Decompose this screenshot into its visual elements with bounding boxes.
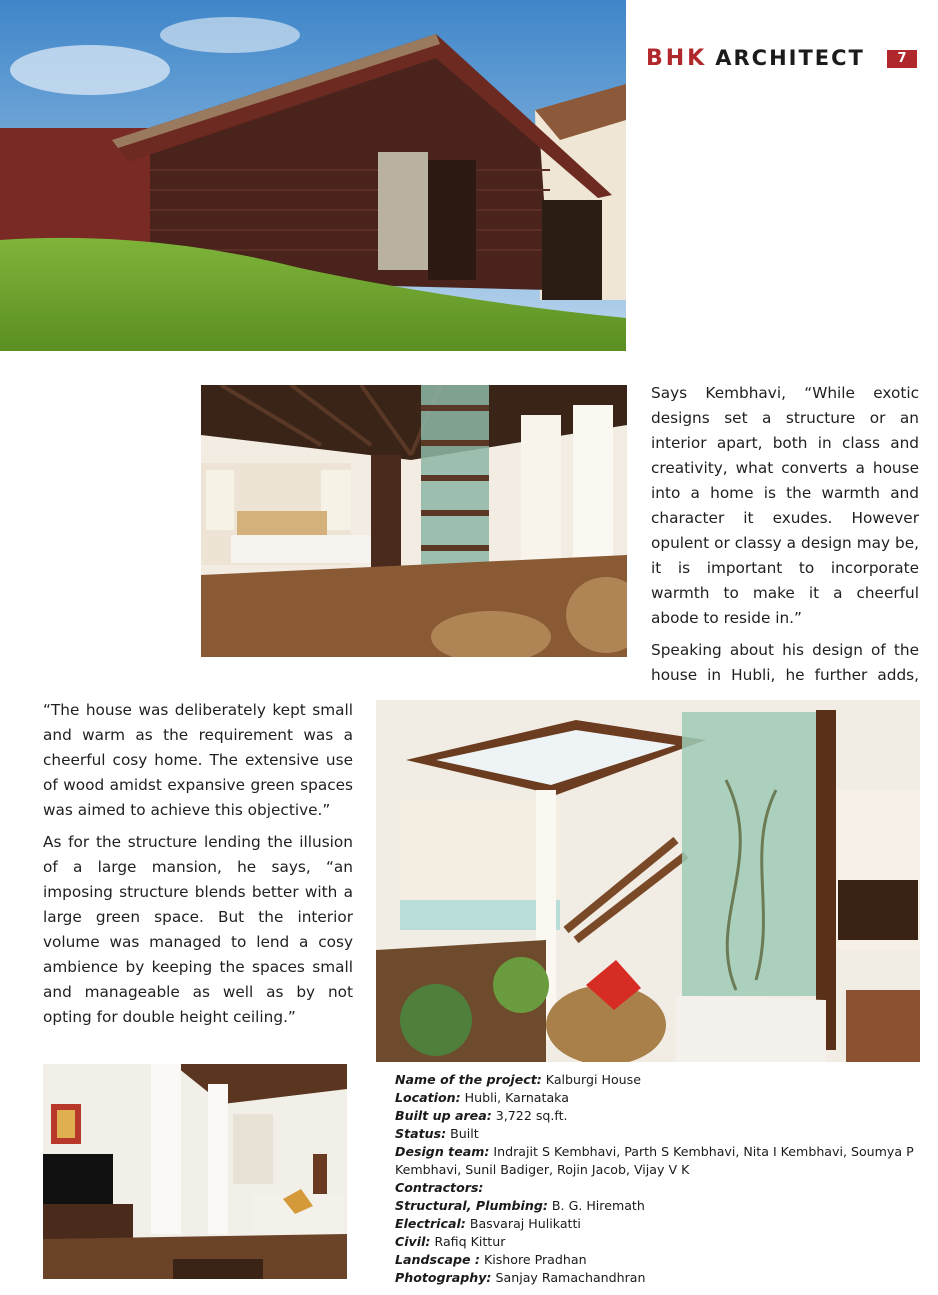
- brand-architect: ARCHITECT: [715, 46, 865, 70]
- exterior-photo: [0, 0, 626, 351]
- article-column-right: [651, 381, 919, 695]
- project-name-row: Name of the project: Kalburgi House: [395, 1072, 641, 1087]
- structural-row: Structural, Plumbing: B. G. Hiremath: [395, 1198, 645, 1213]
- project-info: [395, 1071, 915, 1287]
- design-team-row: Design team: Indrajit S Kembhavi, Parth S Kembhavi, Nita I Kembhavi, Soumya P Kembhavi, Sunil Badiger, Rojin Jacob, Vijay V K: [395, 1144, 914, 1177]
- location-row: Location: Hubli, Karnataka: [395, 1090, 569, 1105]
- bedroom-photo: [201, 385, 627, 657]
- contractors-row: Contractors:: [395, 1180, 484, 1195]
- article-paragraph-3: “The house was deliberately kept small and warm as the requirement was a cheerful cosy home. The extensive use of wood amidst expansive green spaces was aimed to achieve this objective.”: [43, 701, 353, 819]
- page-header: [646, 46, 918, 74]
- article-paragraph-4: As for the structure lending the illusion of a large mansion, he says, “an imposing structure blends better with a large green space. But the interior volume was managed to lend a cosy ambience by keeping the spaces small and manageable as well as by not opting for double height ceiling.”: [43, 833, 353, 1026]
- built-up-area-row: Built up area: 3,722 sq.ft.: [395, 1108, 568, 1123]
- article-paragraph-2: Speaking about his design of the house in Hubli, he further adds,: [651, 641, 919, 684]
- brand-bhk: BHK: [646, 46, 708, 71]
- photography-row: Photography: Sanjay Ramachandhran: [395, 1270, 646, 1285]
- landscape-row: Landscape : Kishore Pradhan: [395, 1252, 587, 1267]
- article-column-left: [43, 698, 353, 1037]
- status-row: Status: Built: [395, 1126, 479, 1141]
- living-room-photo: [43, 1064, 347, 1279]
- atrium-photo: [376, 700, 920, 1062]
- electrical-row: Electrical: Basvaraj Hulikatti: [395, 1216, 581, 1231]
- page-number: 7: [887, 50, 917, 68]
- civil-row: Civil: Rafiq Kittur: [395, 1234, 506, 1249]
- article-paragraph-1: Says Kembhavi, “While exotic designs set a structure or an interior apart, both in class and creativity, what converts a house into a home is the warmth and character it exudes. However opulent or classy a design may be, it is important to incorporate warmth to make it a cheerful abode to reside in.”: [651, 384, 919, 627]
